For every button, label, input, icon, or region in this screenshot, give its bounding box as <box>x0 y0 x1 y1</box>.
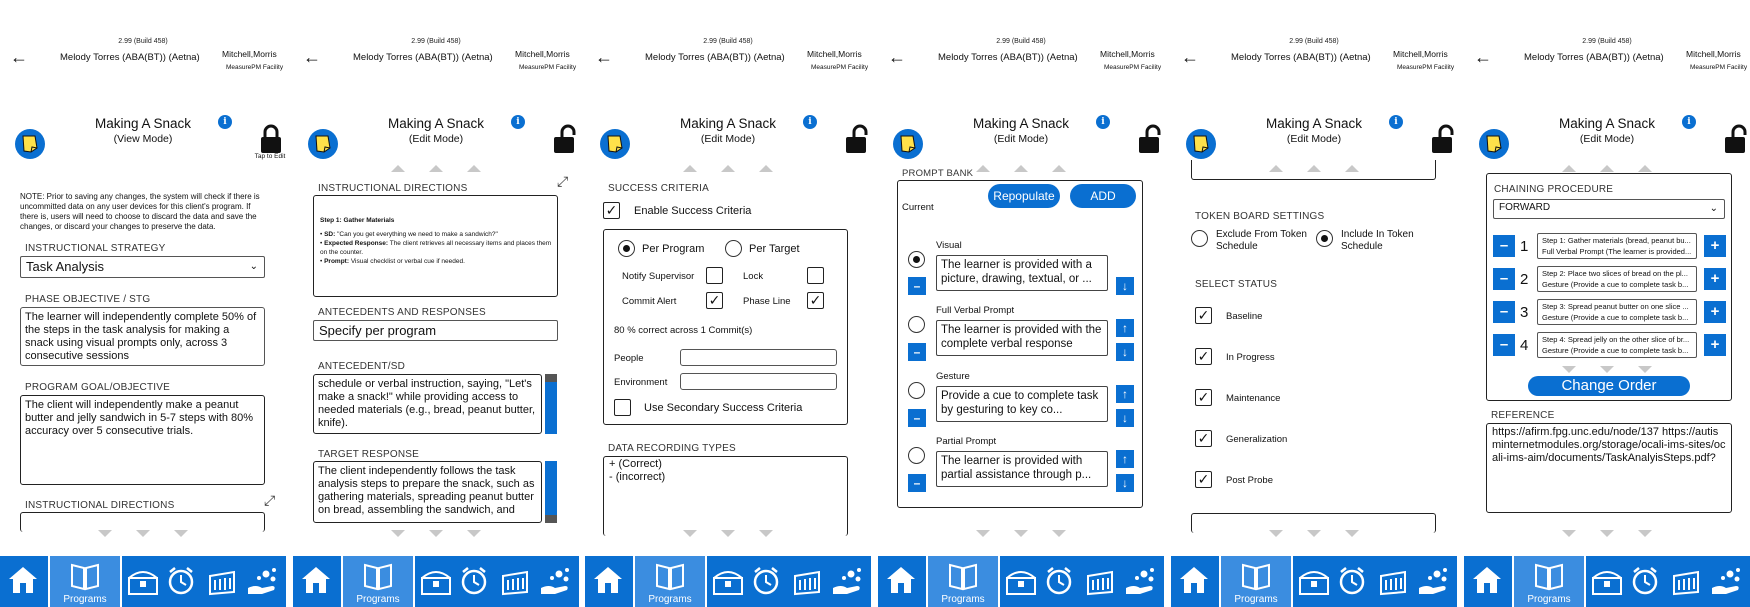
phase-objective-label: PHASE OBJECTIVE / STG <box>25 294 151 305</box>
prompt-bank-label: PROMPT BANK <box>902 168 974 179</box>
nav-programs-label: Programs <box>1527 594 1571 605</box>
remove-step-button[interactable]: – <box>1493 334 1515 356</box>
treasure-chest-icon[interactable] <box>1297 568 1331 596</box>
prompt-gesture-name: Gesture <box>936 371 970 382</box>
antecedents-label: ANTECEDENTS AND RESPONSES <box>318 307 486 318</box>
antecedent-sd-label: ANTECEDENT/SD <box>318 361 406 372</box>
reference-box[interactable] <box>1486 423 1732 513</box>
mode-label: (Edit Mode) <box>1286 133 1342 145</box>
target-scrollbar[interactable] <box>545 461 557 523</box>
lock-label: Lock <box>743 271 764 282</box>
info-icon[interactable]: i <box>1682 115 1696 129</box>
per-target-radio[interactable] <box>725 240 742 257</box>
strategy-value: Task Analysis <box>26 259 105 274</box>
home-icon[interactable] <box>299 564 333 596</box>
status-baseline-label: Baseline <box>1226 311 1263 322</box>
home-icon[interactable] <box>1177 564 1211 596</box>
move-down-button[interactable]: ↓ <box>1116 343 1134 361</box>
scroll-up-indicator <box>1171 159 1457 177</box>
user-name: Mitchell,Morris <box>515 49 570 59</box>
program-title: Making A Snack <box>387 116 485 131</box>
book-icon <box>654 561 686 591</box>
exclude-token-label: Exclude From Token Schedule <box>1216 229 1307 252</box>
bottom-nav <box>0 556 286 607</box>
treasure-chest-icon[interactable] <box>711 568 745 596</box>
book-icon <box>362 561 394 591</box>
mode-label: (Edit Mode) <box>408 133 464 145</box>
remove-step-button[interactable]: – <box>1493 268 1515 290</box>
unlock-icon[interactable] <box>843 124 869 154</box>
instructional-directions-label: INSTRUCTIONAL DIRECTIONS <box>318 183 468 194</box>
user-name: Mitchell,Morris <box>222 49 277 59</box>
program-title: Making A Snack <box>1558 116 1656 131</box>
info-icon[interactable]: i <box>803 115 817 129</box>
notify-supervisor-checkbox[interactable] <box>706 267 723 284</box>
save-note: NOTE: Prior to saving any changes, the system will check if there is uncommitted data on any user devices for this client's program. If there is, users will need to choose to discard the data and save the changes, or discard your changes to preserve the data. <box>20 192 260 231</box>
scroll-down-indicator <box>585 524 871 542</box>
prompt-partial-radio[interactable] <box>908 447 925 464</box>
people-input[interactable] <box>680 349 837 366</box>
scroll-up-indicator <box>293 159 579 177</box>
criteria-summary: 80 % correct across 1 Commit(s) <box>614 325 753 336</box>
phase-line-checkbox[interactable]: ✓ <box>807 292 824 309</box>
status-in-progress-checkbox[interactable]: ✓ <box>1195 348 1212 365</box>
unlock-icon[interactable] <box>1722 124 1748 154</box>
target-response-label: TARGET RESPONSE <box>318 449 419 460</box>
move-up-button[interactable]: ↑ <box>1116 385 1134 403</box>
expand-icon[interactable]: ⤢ <box>264 492 276 508</box>
prompt-full-verbal-text[interactable]: The learner is provided with the complete verbal response <box>936 320 1108 356</box>
sticky-note-icon[interactable] <box>1479 129 1509 159</box>
step-3-box[interactable] <box>1537 299 1697 325</box>
secondary-criteria-checkbox[interactable] <box>614 399 631 416</box>
sticky-note-icon[interactable] <box>1186 129 1216 159</box>
screen-edit-success-criteria <box>585 0 871 607</box>
antecedent-sd-text: schedule or verbal instruction, saying, "Let's make a snack!" while providing access to needed materials (e.g., bread, peanut butter, knife). <box>318 378 536 429</box>
environment-label: Environment <box>614 377 668 388</box>
alarm-clock-icon[interactable] <box>1337 566 1367 596</box>
notify-supervisor-label: Notify Supervisor <box>622 271 695 282</box>
user-name: Mitchell,Morris <box>1393 49 1448 59</box>
treasure-chest-icon[interactable] <box>1004 568 1038 596</box>
scroll-down-indicator <box>293 524 579 542</box>
move-down-button[interactable]: ↓ <box>1116 474 1134 492</box>
client-name: Melody Torres (ABA(BT)) (Aetna) <box>1231 52 1371 63</box>
nav-programs[interactable] <box>635 556 705 607</box>
bottom-nav <box>1464 556 1750 607</box>
hand-sparkles-icon[interactable] <box>1417 566 1451 596</box>
hand-sparkles-icon[interactable] <box>1124 566 1158 596</box>
antecedents-select[interactable] <box>313 320 558 341</box>
home-icon[interactable] <box>591 564 625 596</box>
lock-checkbox[interactable] <box>807 267 824 284</box>
back-arrow-icon[interactable]: ← <box>1474 47 1492 67</box>
target-response-text: The client independently follows the task analysis steps to prepare the snack, such as gathering materials, spreading peanut butter on bread, assembling the sandwich, and <box>318 465 535 516</box>
prompt-full-verbal-radio[interactable] <box>908 316 925 333</box>
back-arrow-icon[interactable]: ← <box>10 47 28 67</box>
program-goal-label: PROGRAM GOAL/OBJECTIVE <box>25 382 170 393</box>
nav-programs-label: Programs <box>63 594 107 605</box>
add-step-button[interactable]: + <box>1704 334 1726 356</box>
facility-name: MeasurePM Facility <box>1104 64 1162 71</box>
alarm-clock-icon[interactable] <box>166 566 196 596</box>
calendar-icon[interactable] <box>1377 568 1409 596</box>
user-name: Mitchell,Morris <box>807 49 862 59</box>
step-number: 1 <box>1520 238 1529 255</box>
step-prompt: Gesture (Provide a cue to complete task b... <box>1542 280 1689 289</box>
back-arrow-icon[interactable]: ← <box>595 47 613 67</box>
home-icon[interactable] <box>884 564 918 596</box>
status-maintenance-checkbox[interactable]: ✓ <box>1195 389 1212 406</box>
treasure-chest-icon[interactable] <box>419 568 453 596</box>
step-prompt: Gesture (Provide a cue to complete task b... <box>1542 346 1689 355</box>
screen-edit-directions <box>293 0 579 607</box>
app-version: 2.99 (Build 458) <box>703 38 753 45</box>
remove-prompt-button[interactable]: – <box>908 277 926 295</box>
status-in-progress-label: In Progress <box>1226 352 1275 363</box>
screen-edit-chaining <box>1464 0 1750 607</box>
info-icon[interactable]: i <box>218 115 232 129</box>
program-title: Making A Snack <box>972 116 1070 131</box>
step-prompt: Full Verbal Prompt (The learner is provided... <box>1542 247 1692 256</box>
back-arrow-icon[interactable]: ← <box>303 47 321 67</box>
user-name: Mitchell,Morris <box>1100 49 1155 59</box>
sticky-note-icon[interactable] <box>308 129 338 159</box>
token-board-label: TOKEN BOARD SETTINGS <box>1195 211 1325 222</box>
status-post-probe-checkbox[interactable]: ✓ <box>1195 471 1212 488</box>
info-icon[interactable]: i <box>1096 115 1110 129</box>
program-title: Making A Snack <box>94 116 192 131</box>
prompt-partial-name: Partial Prompt <box>936 436 997 447</box>
add-button[interactable]: ADD <box>1070 184 1136 208</box>
scroll-up-indicator <box>585 159 871 177</box>
antecedent-scrollbar[interactable] <box>545 374 557 434</box>
facility-name: MeasurePM Facility <box>1397 64 1455 71</box>
tap-to-edit-label: Tap to Edit <box>254 153 286 160</box>
book-icon <box>1240 561 1272 591</box>
app-version: 2.99 (Build 458) <box>996 38 1046 45</box>
success-criteria-label: SUCCESS CRITERIA <box>608 183 709 194</box>
directions-sd: • SD: "Can you get everything we need to make a sandwich?" <box>320 231 498 238</box>
program-goal-text: The client will independently make a peanut butter and jelly sandwich in 5-7 steps with 80% accuracy over 5 consecutive trials. <box>25 399 254 437</box>
client-name: Melody Torres (ABA(BT)) (Aetna) <box>353 52 493 63</box>
directions-response: • Expected Response: The client retrieves all necessary items and places them on the counter. <box>320 240 552 256</box>
commit-alert-checkbox[interactable]: ✓ <box>706 292 723 309</box>
bottom-nav <box>293 556 579 607</box>
back-arrow-icon[interactable]: ← <box>1181 47 1199 67</box>
target-response-box[interactable] <box>313 461 542 523</box>
nav-programs[interactable] <box>1514 556 1584 607</box>
info-icon[interactable]: i <box>1389 115 1403 129</box>
add-step-button[interactable]: + <box>1704 268 1726 290</box>
app-version: 2.99 (Build 458) <box>1582 38 1632 45</box>
commit-alert-label: Commit Alert <box>622 296 677 307</box>
move-down-button[interactable]: ↓ <box>1116 277 1134 295</box>
calendar-icon[interactable] <box>791 568 823 596</box>
nav-programs[interactable] <box>50 556 120 607</box>
prompt-gesture-radio[interactable] <box>908 382 925 399</box>
include-token-radio[interactable] <box>1316 230 1333 247</box>
phase-objective-box[interactable] <box>20 307 265 366</box>
step-1-box[interactable] <box>1537 233 1697 259</box>
calendar-icon[interactable] <box>1670 568 1702 596</box>
hand-sparkles-icon[interactable] <box>539 566 573 596</box>
hand-sparkles-icon[interactable] <box>831 566 865 596</box>
step-4-box[interactable] <box>1537 332 1697 358</box>
repopulate-button[interactable]: Repopulate <box>988 184 1060 208</box>
chaining-procedure-label: CHAINING PROCEDURE <box>1494 184 1614 195</box>
calendar-icon[interactable] <box>206 568 238 596</box>
mode-label: (View Mode) <box>113 133 173 145</box>
move-up-button[interactable]: ↑ <box>1116 450 1134 468</box>
step-number: 2 <box>1520 271 1529 288</box>
hand-sparkles-icon[interactable] <box>1710 566 1744 596</box>
environment-input[interactable] <box>680 373 837 390</box>
select-status-label: SELECT STATUS <box>1195 279 1278 290</box>
bottom-nav <box>585 556 871 607</box>
prompt-full-verbal-name: Full Verbal Prompt <box>936 305 1015 316</box>
add-step-button[interactable]: + <box>1704 301 1726 323</box>
chaining-value: FORWARD <box>1499 202 1551 213</box>
step-title: Step 1: Gather materials (bread, peanut bu... <box>1542 236 1691 245</box>
phase-line-label: Phase Line <box>743 296 791 307</box>
facility-name: MeasurePM Facility <box>1690 64 1748 71</box>
scroll-down-indicator <box>0 524 286 542</box>
app-version: 2.99 (Build 458) <box>1289 38 1339 45</box>
unlock-icon[interactable] <box>1136 124 1162 154</box>
remove-prompt-button[interactable]: – <box>908 474 926 492</box>
prompt-visual-radio[interactable] <box>908 251 925 268</box>
move-up-button[interactable]: ↑ <box>1116 319 1134 337</box>
data-type-correct: + (Correct) <box>609 458 662 470</box>
include-token-label: Include In Token Schedule <box>1341 229 1414 252</box>
program-title: Making A Snack <box>1265 116 1363 131</box>
remove-prompt-button[interactable]: – <box>908 409 926 427</box>
nav-programs-label: Programs <box>648 594 692 605</box>
add-step-button[interactable]: + <box>1704 235 1726 257</box>
prompt-gesture-text[interactable]: Provide a cue to complete task by gesturing to key co... <box>936 386 1108 422</box>
step-title: Step 3: Spread peanut butter on one slice ... <box>1542 302 1689 311</box>
facility-name: MeasurePM Facility <box>226 64 284 71</box>
remove-prompt-button[interactable]: – <box>908 343 926 361</box>
antecedents-value: Specify per program <box>319 323 437 338</box>
info-icon[interactable]: i <box>511 115 525 129</box>
instructional-strategy-select[interactable] <box>20 256 265 278</box>
per-program-radio[interactable] <box>618 240 635 257</box>
reference-label: REFERENCE <box>1491 410 1555 421</box>
nav-programs-label: Programs <box>1234 594 1278 605</box>
client-name: Melody Torres (ABA(BT)) (Aetna) <box>60 52 200 63</box>
alarm-clock-icon[interactable] <box>1630 566 1660 596</box>
scroll-down-indicator <box>1464 524 1750 542</box>
scroll-down-indicator <box>1171 524 1457 542</box>
app-version: 2.99 (Build 458) <box>411 38 461 45</box>
program-title: Making A Snack <box>679 116 777 131</box>
enable-success-checkbox[interactable]: ✓ <box>603 202 620 219</box>
people-label: People <box>614 353 644 364</box>
per-target-label: Per Target <box>749 243 800 255</box>
secondary-criteria-label: Use Secondary Success Criteria <box>644 402 803 414</box>
mode-label: (Edit Mode) <box>1579 133 1635 145</box>
program-goal-box[interactable] <box>20 395 265 485</box>
book-icon <box>947 561 979 591</box>
instructional-strategy-label: INSTRUCTIONAL STRATEGY <box>25 243 166 254</box>
bottom-nav <box>1171 556 1457 607</box>
change-order-button[interactable]: Change Order <box>1528 376 1690 396</box>
mode-label: (Edit Mode) <box>700 133 756 145</box>
unlock-icon[interactable] <box>551 124 577 154</box>
status-generalization-label: Generalization <box>1226 434 1288 445</box>
back-arrow-icon[interactable]: ← <box>888 47 906 67</box>
exclude-token-radio[interactable] <box>1191 230 1208 247</box>
reference-text: https://afirm.fpg.unc.edu/node/137 https://autisminternetmodules.org/storage/ocali-ims-sites/ocali-ims-aim/documents/TaskAnalyisSteps.pdf? <box>1492 426 1726 464</box>
unlock-icon[interactable] <box>1429 124 1455 154</box>
status-post-probe-label: Post Probe <box>1226 475 1273 486</box>
book-icon <box>1533 561 1565 591</box>
lock-icon[interactable] <box>258 124 284 154</box>
scroll-down-indicator <box>878 524 1164 542</box>
status-maintenance-label: Maintenance <box>1226 393 1281 404</box>
facility-name: MeasurePM Facility <box>519 64 577 71</box>
status-generalization-checkbox[interactable]: ✓ <box>1195 430 1212 447</box>
chevron-down-icon: ⌄ <box>1709 203 1718 214</box>
antecedent-sd-box[interactable] <box>313 374 542 434</box>
current-label: Current <box>902 202 934 213</box>
directions-prompt: • Prompt: Visual checklist or verbal cue if needed. <box>320 258 465 265</box>
mode-label: (Edit Mode) <box>993 133 1049 145</box>
alarm-clock-icon[interactable] <box>1044 566 1074 596</box>
step-number: 4 <box>1520 337 1529 354</box>
calendar-icon[interactable] <box>499 568 531 596</box>
step-title: Step 4: Spread jelly on the other slice of br... <box>1542 335 1690 344</box>
hand-sparkles-icon[interactable] <box>246 566 280 596</box>
prompt-visual-text[interactable]: The learner is provided with a picture, drawing, textual, or ... <box>936 255 1108 291</box>
nav-programs[interactable] <box>928 556 998 607</box>
screen-edit-token-status <box>1171 0 1457 607</box>
remove-step-button[interactable]: – <box>1493 235 1515 257</box>
screen-view-mode <box>0 0 286 607</box>
client-name: Melody Torres (ABA(BT)) (Aetna) <box>645 52 785 63</box>
sticky-note-icon[interactable] <box>893 129 923 159</box>
expand-icon[interactable]: ⤢ <box>557 173 569 189</box>
client-name: Melody Torres (ABA(BT)) (Aetna) <box>938 52 1078 63</box>
move-down-button[interactable]: ↓ <box>1116 409 1134 427</box>
screen-edit-prompt-bank <box>878 0 1164 607</box>
step-prompt: Gesture (Provide a cue to complete task b... <box>1542 313 1689 322</box>
alarm-clock-icon[interactable] <box>459 566 489 596</box>
prompt-visual-name: Visual <box>936 240 962 251</box>
prompt-partial-text[interactable]: The learner is provided with partial assistance through p... <box>936 451 1108 487</box>
nav-programs-label: Programs <box>356 594 400 605</box>
phase-objective-text: The learner will independently complete 50% of the steps in the task analysis for making a snack using visual prompts only, across 3 consecutive sessions <box>25 311 257 362</box>
enable-success-label: Enable Success Criteria <box>634 205 752 217</box>
app-version: 2.99 (Build 458) <box>118 38 168 45</box>
directions-content <box>314 196 557 268</box>
instructional-directions-box[interactable] <box>313 195 558 297</box>
data-recording-types-label: DATA RECORDING TYPES <box>608 443 736 454</box>
sticky-note-icon[interactable] <box>600 129 630 159</box>
chaining-procedure-select[interactable] <box>1493 199 1725 219</box>
bottom-nav <box>878 556 1164 607</box>
nav-programs[interactable] <box>343 556 413 607</box>
instructional-directions-label: INSTRUCTIONAL DIRECTIONS <box>25 500 175 511</box>
calendar-icon[interactable] <box>1084 568 1116 596</box>
step-title: Step 2: Place two slices of bread on the pl... <box>1542 269 1688 278</box>
home-icon[interactable] <box>6 564 40 596</box>
home-icon[interactable] <box>1470 564 1504 596</box>
sticky-note-icon[interactable] <box>15 129 45 159</box>
directions-step: Step 1: Gather Materials <box>320 217 395 224</box>
per-program-label: Per Program <box>642 243 705 255</box>
treasure-chest-icon[interactable] <box>126 568 160 596</box>
book-icon <box>69 561 101 591</box>
nav-programs-label: Programs <box>941 594 985 605</box>
chevron-down-icon: ⌄ <box>249 261 258 272</box>
treasure-chest-icon[interactable] <box>1590 568 1624 596</box>
step-2-box[interactable] <box>1537 266 1697 292</box>
remove-step-button[interactable]: – <box>1493 301 1515 323</box>
facility-name: MeasurePM Facility <box>811 64 869 71</box>
client-name: Melody Torres (ABA(BT)) (Aetna) <box>1524 52 1664 63</box>
status-baseline-checkbox[interactable]: ✓ <box>1195 307 1212 324</box>
alarm-clock-icon[interactable] <box>751 566 781 596</box>
nav-programs[interactable] <box>1221 556 1291 607</box>
data-type-incorrect: - (incorrect) <box>609 471 666 483</box>
user-name: Mitchell,Morris <box>1686 49 1741 59</box>
step-number: 3 <box>1520 304 1529 321</box>
